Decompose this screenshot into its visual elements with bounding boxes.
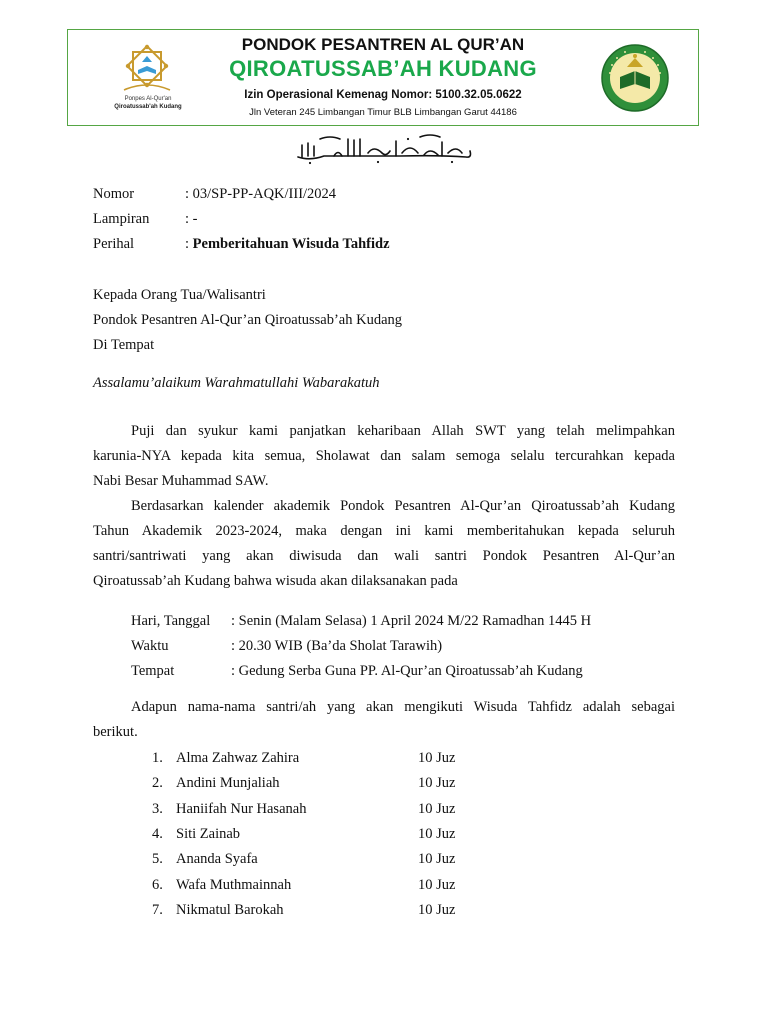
event-label-place: Tempat xyxy=(131,663,175,679)
list-intro-line-1: Adapun nama-nama santri/ah yang akan mengikuti Wisuda Tahfidz adalah sebagai xyxy=(131,699,675,715)
student-number: 6. xyxy=(152,877,163,893)
student-name: Alma Zahwaz Zahira xyxy=(176,750,300,766)
student-name: Wafa Muthmainnah xyxy=(176,877,292,893)
perihal-colon: : xyxy=(185,236,190,252)
student-juz: 10 Juz xyxy=(418,851,456,867)
paragraph2-line-2: Tahun Akademik 2023-2024, maka dengan ini kami memberitahukan kepada seluruh xyxy=(93,523,675,539)
student-name: Siti Zainab xyxy=(176,826,241,842)
institution-name: PONDOK PESANTREN AL QUR’AN xyxy=(241,35,525,54)
event-label-date: Hari, Tanggal xyxy=(131,613,211,629)
bismillah-calligraphy xyxy=(290,131,480,172)
perihal-subject: Pemberitahuan Wisuda Tahfidz xyxy=(192,236,390,252)
student-juz: 10 Juz xyxy=(418,801,456,817)
foundation-logo xyxy=(600,43,670,118)
student-number: 2. xyxy=(152,775,163,791)
event-value-place: : Gedung Serba Guna PP. Al-Qur’an Qiroatussab’ah Kudang xyxy=(231,663,583,679)
student-name: Haniifah Nur Hasanah xyxy=(176,801,307,817)
student-juz: 10 Juz xyxy=(418,902,456,918)
student-number: 7. xyxy=(152,902,163,918)
paragraph1-line-3: Nabi Besar Muhammad SAW. xyxy=(93,473,269,489)
paragraph2-line-4: Qiroatussab’ah Kudang bahwa wisuda akan dilaksanakan pada xyxy=(93,573,458,589)
student-juz: 10 Juz xyxy=(418,877,456,893)
recipient-line-3: Di Tempat xyxy=(93,337,155,353)
perihal-value xyxy=(185,235,390,253)
nomor-label: Nomor xyxy=(93,186,135,202)
greeting xyxy=(93,374,380,392)
logo-caption-1: Ponpes Al-Qur'an xyxy=(124,96,172,102)
bismillah-calligraphy-icon xyxy=(290,131,480,167)
logo-caption-2: Qiroatussab'ah Kudang xyxy=(114,104,182,110)
lampiran-label: Lampiran xyxy=(93,211,150,227)
event-label-time: Waktu xyxy=(131,638,169,654)
student-juz: 10 Juz xyxy=(418,826,456,842)
greeting-text: Assalamu’alaikum Warahmatullahi Wabarakatuh xyxy=(93,375,380,391)
student-name: Andini Munjaliah xyxy=(176,775,280,791)
student-name: Ananda Syafa xyxy=(176,851,258,867)
student-juz: 10 Juz xyxy=(418,775,456,791)
recipient-line-1: Kepada Orang Tua/Walisantri xyxy=(93,287,266,303)
list-intro-line-2: berikut. xyxy=(93,724,138,740)
student-number: 5. xyxy=(152,851,163,867)
nomor-value: : 03/SP-PP-AQK/III/2024 xyxy=(185,186,337,202)
student-number: 4. xyxy=(152,826,163,842)
recipient-line-2: Pondok Pesantren Al-Qur’an Qiroatussab’ah Kudang xyxy=(93,312,403,328)
event-value-date: : Senin (Malam Selasa) 1 April 2024 M/22 Ramadhan 1445 H xyxy=(231,613,592,629)
perihal-label: Perihal xyxy=(93,236,135,252)
paragraph2-line-3: santri/santriwati yang akan diwisuda dan wali santri Pondok Pesantren Al-Qur’an xyxy=(93,548,675,564)
institution-brand: QIROATUSSAB’AH KUDANG xyxy=(229,56,537,81)
student-name: Nikmatul Barokah xyxy=(176,902,284,918)
student-juz: 10 Juz xyxy=(418,750,456,766)
student-number: 1. xyxy=(152,750,163,766)
institution-address: Jln Veteran 245 Limbangan Timur BLB Limbangan Garut 44186 xyxy=(249,107,517,118)
letterhead xyxy=(67,29,699,126)
license-number: Izin Operasional Kemenag Nomor: 5100.32.05.0622 xyxy=(244,89,522,101)
student-number: 3. xyxy=(152,801,163,817)
lampiran-value: : - xyxy=(185,211,198,227)
paragraph2-line-1: Berdasarkan kalender akademik Pondok Pesantren Al-Qur’an Qiroatussab’ah Kudang xyxy=(131,498,675,514)
foundation-seal-icon xyxy=(600,43,670,113)
paragraph1-line-1: Puji dan syukur kami panjatkan keharibaan Allah SWT yang telah melimpahkan xyxy=(131,423,675,439)
event-value-time: : 20.30 WIB (Ba’da Sholat Tarawih) xyxy=(231,638,443,654)
paragraph1-line-2: karunia-NYA kepada kita semua, Sholawat dan salam semoga selalu tercurahkan kepada xyxy=(93,448,675,464)
